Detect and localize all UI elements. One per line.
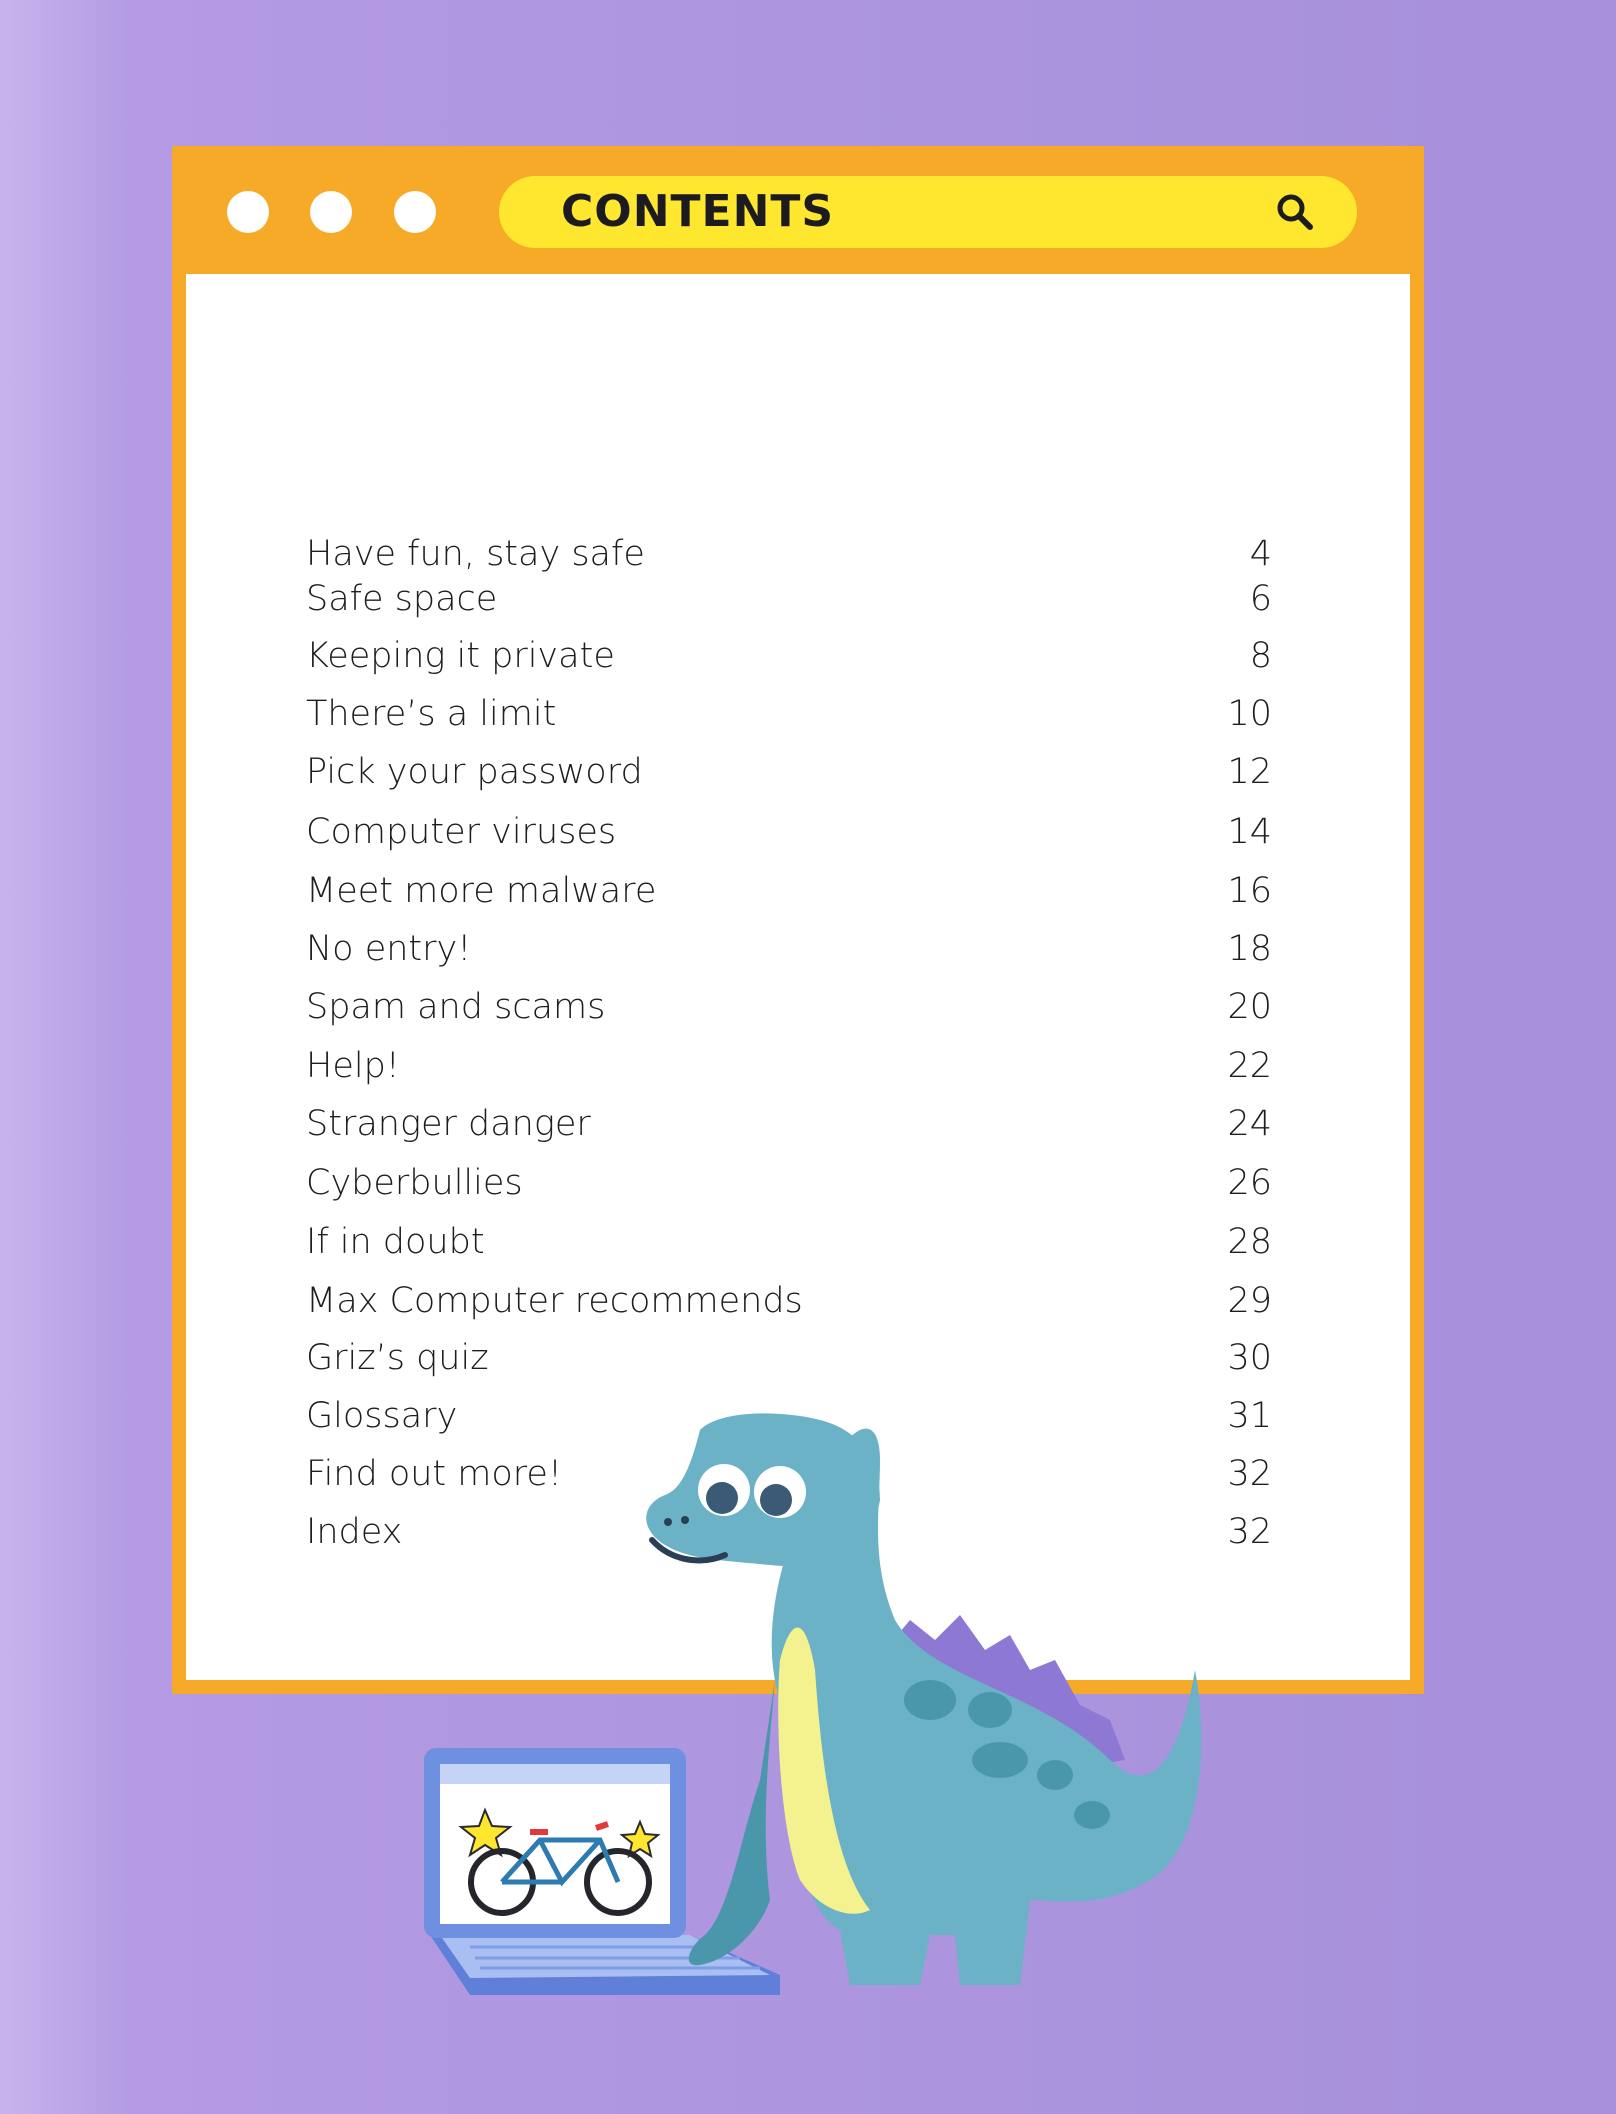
toc-entry-title: Index xyxy=(306,1512,403,1552)
toc-entry[interactable] xyxy=(186,1396,1410,1448)
toc-entry-title: Computer viruses xyxy=(306,812,617,852)
toc-entry-page: 8 xyxy=(1249,636,1272,676)
toc-entry-title: Glossary xyxy=(306,1396,458,1436)
toc-entry[interactable] xyxy=(186,1222,1410,1274)
toc-entry-title: Keeping it private xyxy=(306,636,615,676)
toc-entry-page: 22 xyxy=(1227,1046,1272,1086)
toc-entry[interactable] xyxy=(186,929,1410,981)
toc-entry-page: 18 xyxy=(1227,929,1272,969)
toc-entry-title: There’s a limit xyxy=(306,694,557,734)
toc-entry-title: Cyberbullies xyxy=(306,1163,523,1203)
contents-heading: CONTENTS xyxy=(561,186,835,237)
toc-entry[interactable] xyxy=(186,987,1410,1039)
toc-entry-title: Meet more malware xyxy=(306,871,657,911)
toc-entry-page: 10 xyxy=(1227,694,1272,734)
laptop-icon xyxy=(424,1748,780,1995)
toc-entry[interactable] xyxy=(186,1281,1410,1333)
toc-entry-page: 30 xyxy=(1227,1338,1272,1378)
window-dot[interactable] xyxy=(310,191,352,233)
toc-entry-page: 14 xyxy=(1227,812,1272,852)
toc-entry-page: 6 xyxy=(1249,579,1272,619)
toc-entry-page: 4 xyxy=(1249,534,1272,574)
toc-entry[interactable] xyxy=(186,636,1410,688)
toc-entry-title: Max Computer recommends xyxy=(306,1281,803,1321)
toc-entry-title: Griz’s quiz xyxy=(306,1338,489,1378)
toc-entry-title: Find out more! xyxy=(306,1454,562,1494)
contents-page xyxy=(186,274,1410,1680)
toc-entry-page: 29 xyxy=(1227,1281,1272,1321)
window-dot[interactable] xyxy=(227,191,269,233)
toc-entry[interactable] xyxy=(186,1512,1410,1564)
browser-window xyxy=(172,146,1424,1694)
toc-entry-page: 26 xyxy=(1227,1163,1272,1203)
toc-entry-title: Have fun, stay safe xyxy=(306,534,645,574)
window-dot[interactable] xyxy=(394,191,436,233)
window-titlebar xyxy=(172,146,1424,274)
toc-entry-page: 12 xyxy=(1227,752,1272,792)
toc-entry-title: No entry! xyxy=(306,929,472,969)
toc-entry[interactable] xyxy=(186,1338,1410,1390)
toc-entry[interactable] xyxy=(186,1104,1410,1156)
toc-entry-title: Pick your password xyxy=(306,752,643,792)
toc-entry-page: 24 xyxy=(1227,1104,1272,1144)
toc-entry[interactable] xyxy=(186,812,1410,864)
toc-entry[interactable] xyxy=(186,579,1410,631)
toc-entry-page: 32 xyxy=(1227,1454,1272,1494)
toc-entry-page: 32 xyxy=(1227,1512,1272,1552)
toc-entry-page: 20 xyxy=(1227,987,1272,1027)
toc-entry-title: Help! xyxy=(306,1046,400,1086)
toc-entry[interactable] xyxy=(186,1046,1410,1098)
toc-entry-page: 28 xyxy=(1227,1222,1272,1262)
toc-entry[interactable] xyxy=(186,1454,1410,1506)
toc-entry[interactable] xyxy=(186,871,1410,923)
toc-entry-title: Safe space xyxy=(306,579,498,619)
toc-entry[interactable] xyxy=(186,752,1410,804)
toc-entry-page: 31 xyxy=(1227,1396,1272,1436)
toc-entry-page: 16 xyxy=(1227,871,1272,911)
search-icon[interactable] xyxy=(1273,190,1317,234)
toc-entry[interactable] xyxy=(186,1163,1410,1215)
toc-entry-title: Spam and scams xyxy=(306,987,606,1027)
toc-entry-title: Stranger danger xyxy=(306,1104,591,1144)
toc-entry[interactable] xyxy=(186,694,1410,746)
search-bar[interactable] xyxy=(499,176,1357,248)
toc-entry-title: If in doubt xyxy=(306,1222,485,1262)
